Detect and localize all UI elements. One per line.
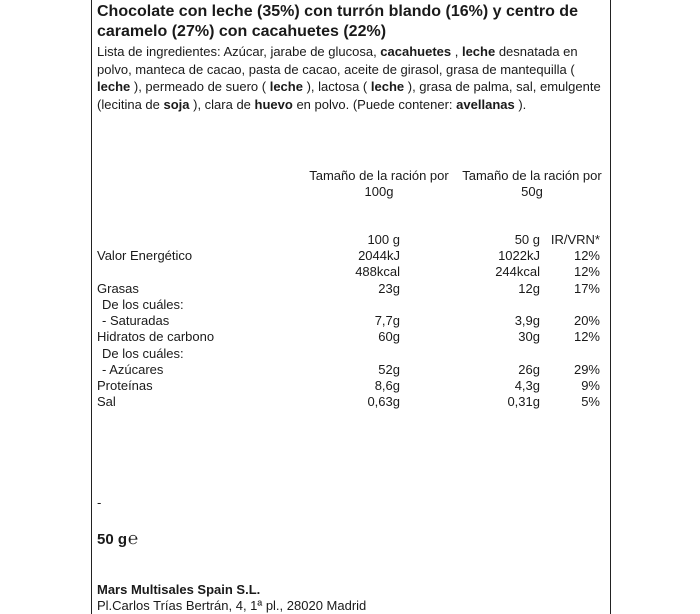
ingredient-text: ). [514,96,527,112]
nutrient-label: Grasas [97,281,139,296]
value-ir-percent: 9% [581,378,600,393]
value-per-100g: 0,63g [367,394,400,409]
ingredient-text: ), permeado de suero ( [130,79,270,94]
company-address: Pl.Carlos Trías Bertrán, 4, 1ª pl., 28020 Madrid [97,598,367,613]
value-ir-percent: 12% [573,329,600,344]
value-ir-percent: 29% [573,362,600,377]
allergen-text: leche [461,44,496,59]
ingredient-text: en polvo. (Puede contener: [292,96,457,112]
net-weight [97,529,138,549]
allergen-text: huevo [254,96,293,112]
value-ir-percent: 12% [573,264,600,279]
nutrient-label: De los cuáles: [102,297,184,312]
estimated-sign-icon: ℮ [128,529,139,548]
value-per-50g: 12g [518,281,540,296]
ingredients-list [97,43,607,113]
value-ir-percent: 17% [573,281,600,296]
nutrient-label: Sal [97,394,116,409]
nutrient-label: Valor Energético [97,248,193,263]
net-weight-value: 50 g [97,531,128,548]
allergen-text: cacahuetes [380,44,452,59]
ingredient-text: ), lactosa ( [302,79,371,94]
nutrient-label: Hidratos de carbono [97,329,215,344]
ingredient-text: Lista de ingredientes: Azúcar, jarabe de glucosa, [97,44,381,59]
allergen-text: leche [97,79,131,94]
ingredient-text: ), grasa de palma, sal, emulgente (lecitina de [97,79,601,112]
nutrient-label: Proteínas [97,378,153,393]
product-title: Chocolate con leche (35%) con turrón blando (16%) y centro de caramelo (27%) con cacahuetes (22%) [97,3,578,40]
value-per-50g: 244kcal [495,264,540,279]
value-per-100g: 52g [378,362,400,377]
allergen-text: leche [269,79,303,94]
nutrient-label: - Azúcares [102,362,164,377]
value-per-100g: 2044kJ [358,248,400,263]
value-per-100g: 7,7g [374,313,400,328]
value-per-100g: 488kcal [355,264,400,279]
company-name: Mars Multisales Spain S.L. [97,582,261,597]
ingredient-text: ), clara de [189,96,255,112]
allergen-text: leche [370,79,405,94]
separator-dash: - [97,495,102,510]
value-ir-percent: 12% [573,248,600,263]
value-per-50g: 30g [518,329,540,344]
value-per-100g: 60g [378,329,400,344]
value-ir-percent: 5% [581,394,600,409]
column-50g-header: 50 g [514,232,540,247]
allergen-text: soja [163,96,190,112]
column-ir-header: IR/VRN* [550,232,600,247]
header-serving-50: Tamaño de la ración por 50g [462,168,602,199]
ingredient-text: desnatada en polvo, manteca de cacao, pasta de cacao, aceite de girasol, grasa de mantequilla ( [97,44,578,77]
nutrient-label: - Saturadas [102,313,170,328]
nutrient-label: De los cuáles: [102,346,184,361]
value-per-50g: 3,9g [514,313,540,328]
value-per-50g: 4,3g [514,378,540,393]
value-per-50g: 0,31g [507,394,540,409]
header-serving-100: Tamaño de la ración por 100g [309,168,449,199]
value-per-100g: 23g [378,281,400,296]
allergen-text: avellanas [456,96,515,112]
value-per-50g: 1022kJ [498,248,540,263]
ingredient-text: , [451,44,462,59]
value-per-100g: 8,6g [374,378,400,393]
value-ir-percent: 20% [573,313,600,328]
column-100g-header: 100 g [367,232,400,247]
value-per-50g: 26g [518,362,540,377]
